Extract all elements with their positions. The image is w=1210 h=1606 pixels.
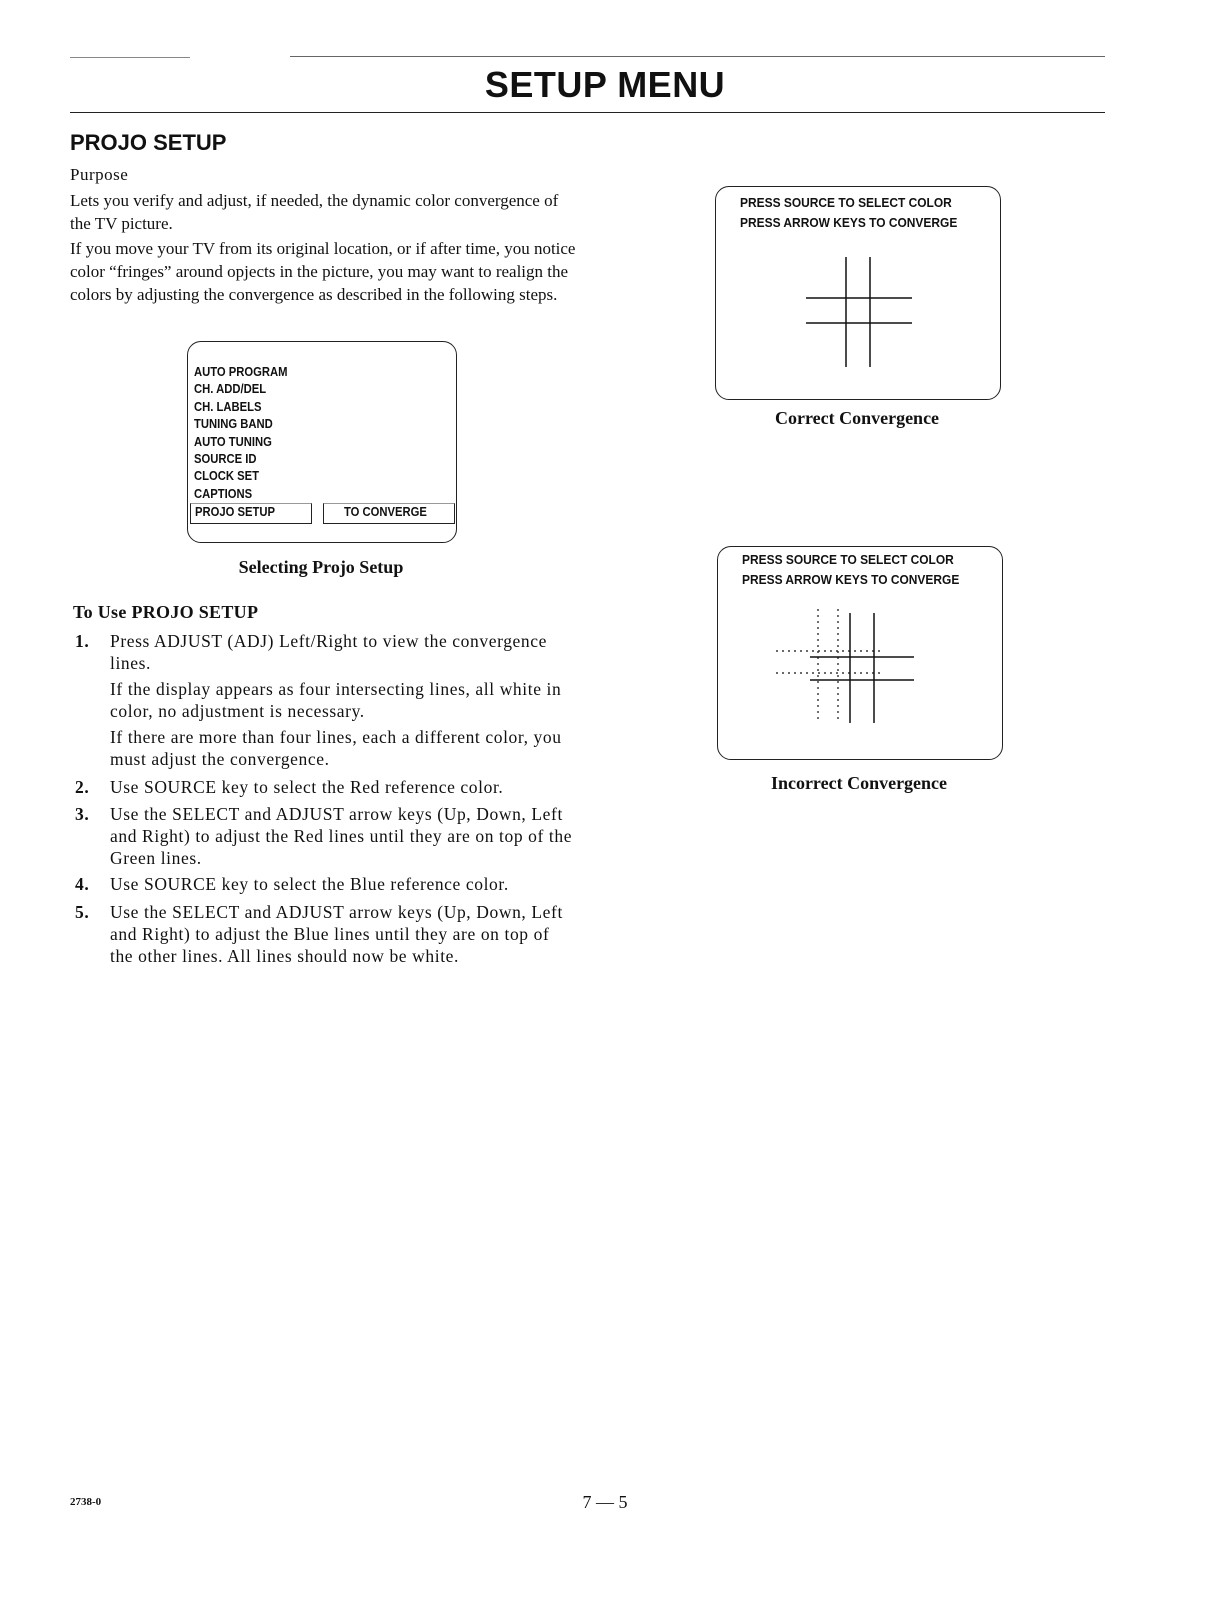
converge-hint-label: TO CONVERGE	[344, 505, 427, 519]
menu-screen	[187, 341, 457, 543]
step-1-note-1: If the display appears as four intersecting lines, all white in color, no adjustment is necessary.	[110, 679, 562, 721]
step-number: 5.	[75, 902, 90, 922]
menu-item: CAPTIONS	[194, 486, 253, 501]
step-text: Use the SELECT and ADJUST arrow keys (Up, Down, Left and Right) to adjust the Blue lines until they are on top of the other lines. All lines should now be white.	[110, 902, 563, 966]
instructions-heading-prefix: To Use	[73, 602, 132, 622]
step-number: 2.	[75, 777, 90, 797]
page-title: SETUP MENU	[484, 64, 726, 105]
menu-item: CLOCK SET	[194, 469, 260, 484]
title-underline	[70, 112, 1105, 113]
menu-list	[194, 364, 298, 503]
menu-item: SOURCE ID	[194, 452, 257, 467]
step-number: 1.	[75, 631, 90, 651]
step-text: Use SOURCE key to select the Blue reference color.	[110, 874, 509, 894]
instructions-heading	[73, 602, 258, 623]
page-number: 7 — 5	[582, 1492, 628, 1512]
screen-message-line-1: PRESS SOURCE TO SELECT COLOR	[740, 195, 952, 210]
step-text: Press ADJUST (ADJ) Left/Right to view the convergence lines.	[110, 631, 547, 673]
menu-item: CH. ADD/DEL	[194, 382, 267, 397]
step-text: Use SOURCE key to select the Red reference color.	[110, 777, 504, 797]
menu-item-selected	[190, 503, 312, 524]
intro-text: If you move your TV from its original location, or if after time, you notice color “fringes” around opjects in the picture, you may want to realign the colors by adjusting the convergence as described in the following steps.	[70, 239, 576, 304]
top-rule	[290, 56, 1105, 57]
step-text: Use the SELECT and ADJUST arrow keys (Up, Down, Left and Right) to adjust the Red lines until they are on top of the Green lines.	[110, 804, 573, 868]
menu-item: AUTO TUNING	[194, 434, 272, 449]
doc-code: 2738-0	[70, 1496, 102, 1508]
incorrect-caption: Incorrect Convergence	[770, 773, 948, 793]
menu-item-selected-label: PROJO SETUP	[195, 505, 276, 519]
section-title: PROJO SETUP	[70, 130, 227, 155]
step-1-note-2: If there are more than four lines, each a different color, you must adjust the convergence.	[110, 727, 562, 769]
screen-message-line-2: PRESS ARROW KEYS TO CONVERGE	[740, 215, 958, 230]
correct-convergence-screen	[715, 186, 1001, 400]
correct-caption: Correct Convergence	[774, 408, 940, 428]
menu-item: AUTO PROGRAM	[194, 365, 288, 379]
incorrect-crosshair-icon	[718, 547, 1002, 759]
purpose-label: Purpose	[70, 165, 129, 184]
incorrect-convergence-screen	[717, 546, 1003, 760]
converge-hint-box	[323, 503, 455, 524]
screen-message-line-2: PRESS ARROW KEYS TO CONVERGE	[742, 572, 960, 587]
step-number: 3.	[75, 804, 90, 824]
correct-crosshair-icon	[716, 187, 1000, 399]
top-rule-left	[70, 57, 190, 58]
purpose-text: Lets you verify and adjust, if needed, the dynamic color convergence of the TV picture.	[70, 191, 559, 233]
menu-caption: Selecting Projo Setup	[238, 557, 404, 577]
menu-item: TUNING BAND	[194, 417, 273, 432]
menu-item: CH. LABELS	[194, 399, 262, 414]
screen-message-line-1: PRESS SOURCE TO SELECT COLOR	[742, 552, 954, 567]
step-number: 4.	[75, 874, 90, 894]
instructions-heading-bold: PROJO SETUP	[131, 602, 259, 622]
